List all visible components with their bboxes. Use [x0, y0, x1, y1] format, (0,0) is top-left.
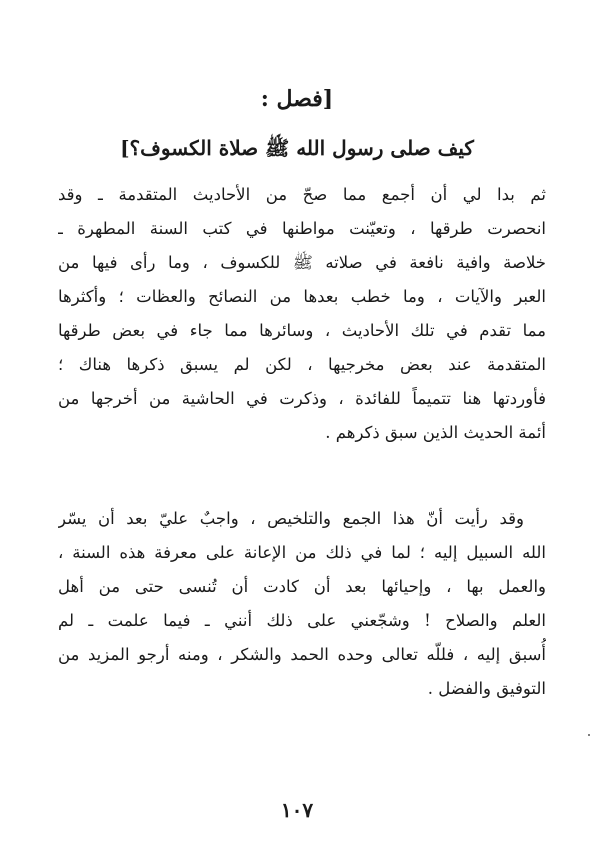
paragraph-2: [58, 502, 546, 706]
text-line: ثم بدا لي أن أجمع مما صحّ من الأحاديث المتقدمة ـ وقد: [58, 185, 546, 204]
page-number: ١٠٧: [280, 798, 314, 822]
chapter-title: كيف صلى رسول الله ﷺ صلاة الكسوف؟]: [120, 136, 474, 160]
text-line: مما تقدم في تلك الأحاديث ، وسائرها مما جاء في بعض طرقها: [58, 321, 546, 340]
text-line: فأوردتها هنا تتميماً للفائدة ، وذكرت في الحاشية من أخرجها من: [58, 389, 546, 408]
text-line: العلم والصلاح ! وشجّعني على ذلك أنني ـ فيما علمت ـ لم: [58, 611, 546, 630]
text-line: التوفيق والفضل .: [427, 679, 546, 698]
paragraph-1: [58, 178, 546, 450]
text-line: وقد رأيت أنّ هذا الجمع والتلخيص ، واجبٌ عليّ بعد أن يسّر: [58, 509, 524, 528]
text-line: خلاصة وافية نافعة في صلاته ﷺ للكسوف ، وما رأى فيها من: [58, 253, 546, 272]
text-line: العبر والآيات ، وما خطب بعدها من النصائح والعظات ؛ وأكثرها: [58, 287, 546, 306]
text-line: المتقدمة عند بعض مخرجيها ، لكن لم يسبق ذكرها هناك ؛: [58, 355, 546, 374]
text-line: انحصرت طرقها ، وتعيّنت مواطنها في كتب السنة المطهرة ـ: [58, 219, 546, 238]
margin-speck: [588, 734, 590, 736]
text-line: والعمل بها ، وإحيائها بعد أن كادت أن تُنسى حتى من أهل: [58, 577, 546, 596]
section-heading: [فصل :: [260, 86, 334, 112]
text-line: أُسبق إليه ، فللّه تعالى وحده الحمد والشكر ، ومنه أرجو المزيد من: [58, 645, 546, 664]
text-line: الله السبيل إليه ؛ لما في ذلك من الإعانة على معرفة هذه السنة ،: [58, 543, 546, 562]
text-line: أئمة الحديث الذين سبق ذكرهم .: [325, 423, 546, 442]
